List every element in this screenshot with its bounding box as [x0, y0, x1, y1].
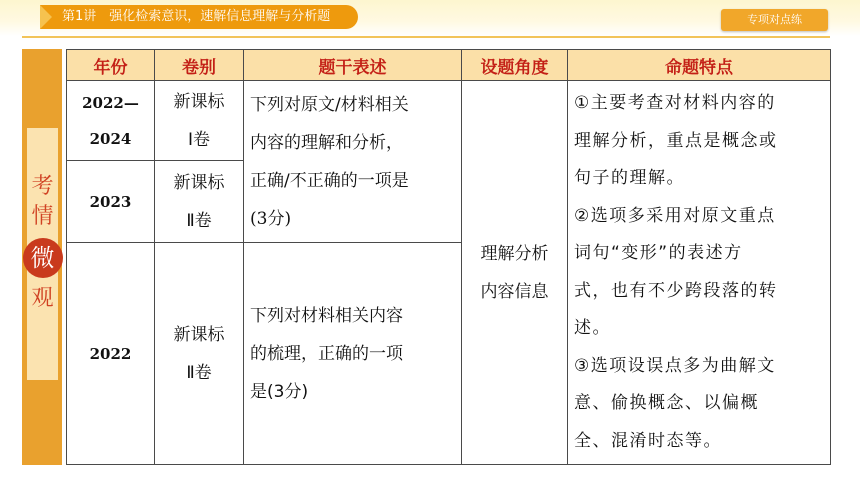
col-header-stem: 题干表述 [244, 50, 462, 81]
exam-analysis-table [66, 49, 831, 465]
lesson-title: 第1讲 强化检索意识，速解信息理解与分析题 [40, 5, 358, 29]
year-cell: 2022— 2024 [67, 81, 155, 161]
col-header-angle: 设题角度 [462, 50, 568, 81]
table-header-row [67, 50, 831, 81]
col-header-volume: 卷别 [155, 50, 244, 81]
col-header-features: 命题特点 [568, 50, 831, 81]
header-divider [22, 36, 830, 38]
side-char-guan: 观 [31, 286, 54, 311]
col-header-year: 年份 [67, 50, 155, 81]
top-bar [0, 0, 860, 36]
stem-cell: 下列对原文/材料相关 内容的理解和分析， 正确/不正确的一项是 (3分) [244, 81, 462, 243]
side-char-kao: 考 [31, 174, 54, 199]
side-banner-label [27, 128, 58, 380]
volume-cell: 新课标 Ⅱ卷 [155, 161, 244, 243]
table-row [67, 81, 831, 161]
stem-cell: 下列对材料相关内容 的梳理，正确的一项 是(3分) [244, 243, 462, 465]
features-cell: ①主要考查对材料内容的 理解分析，重点是概念或 句子的理解。 ②选项多采用对原文重点 词句“变形”的表述方 式，也有不少跨段落的转 述。 ③选项设误点多为曲解文 意、偷换概念、以偏概 全、混淆时态等。 [568, 81, 831, 465]
volume-cell: 新课标 Ⅱ卷 [155, 243, 244, 465]
practice-button[interactable]: 专项对点练 [721, 9, 828, 31]
side-char-wei-badge: 微 [23, 238, 63, 278]
year-cell: 2022 [67, 243, 155, 465]
year-cell: 2023 [67, 161, 155, 243]
volume-cell: 新课标 Ⅰ卷 [155, 81, 244, 161]
angle-cell: 理解分析 内容信息 [462, 81, 568, 465]
side-char-qing: 情 [31, 204, 54, 229]
